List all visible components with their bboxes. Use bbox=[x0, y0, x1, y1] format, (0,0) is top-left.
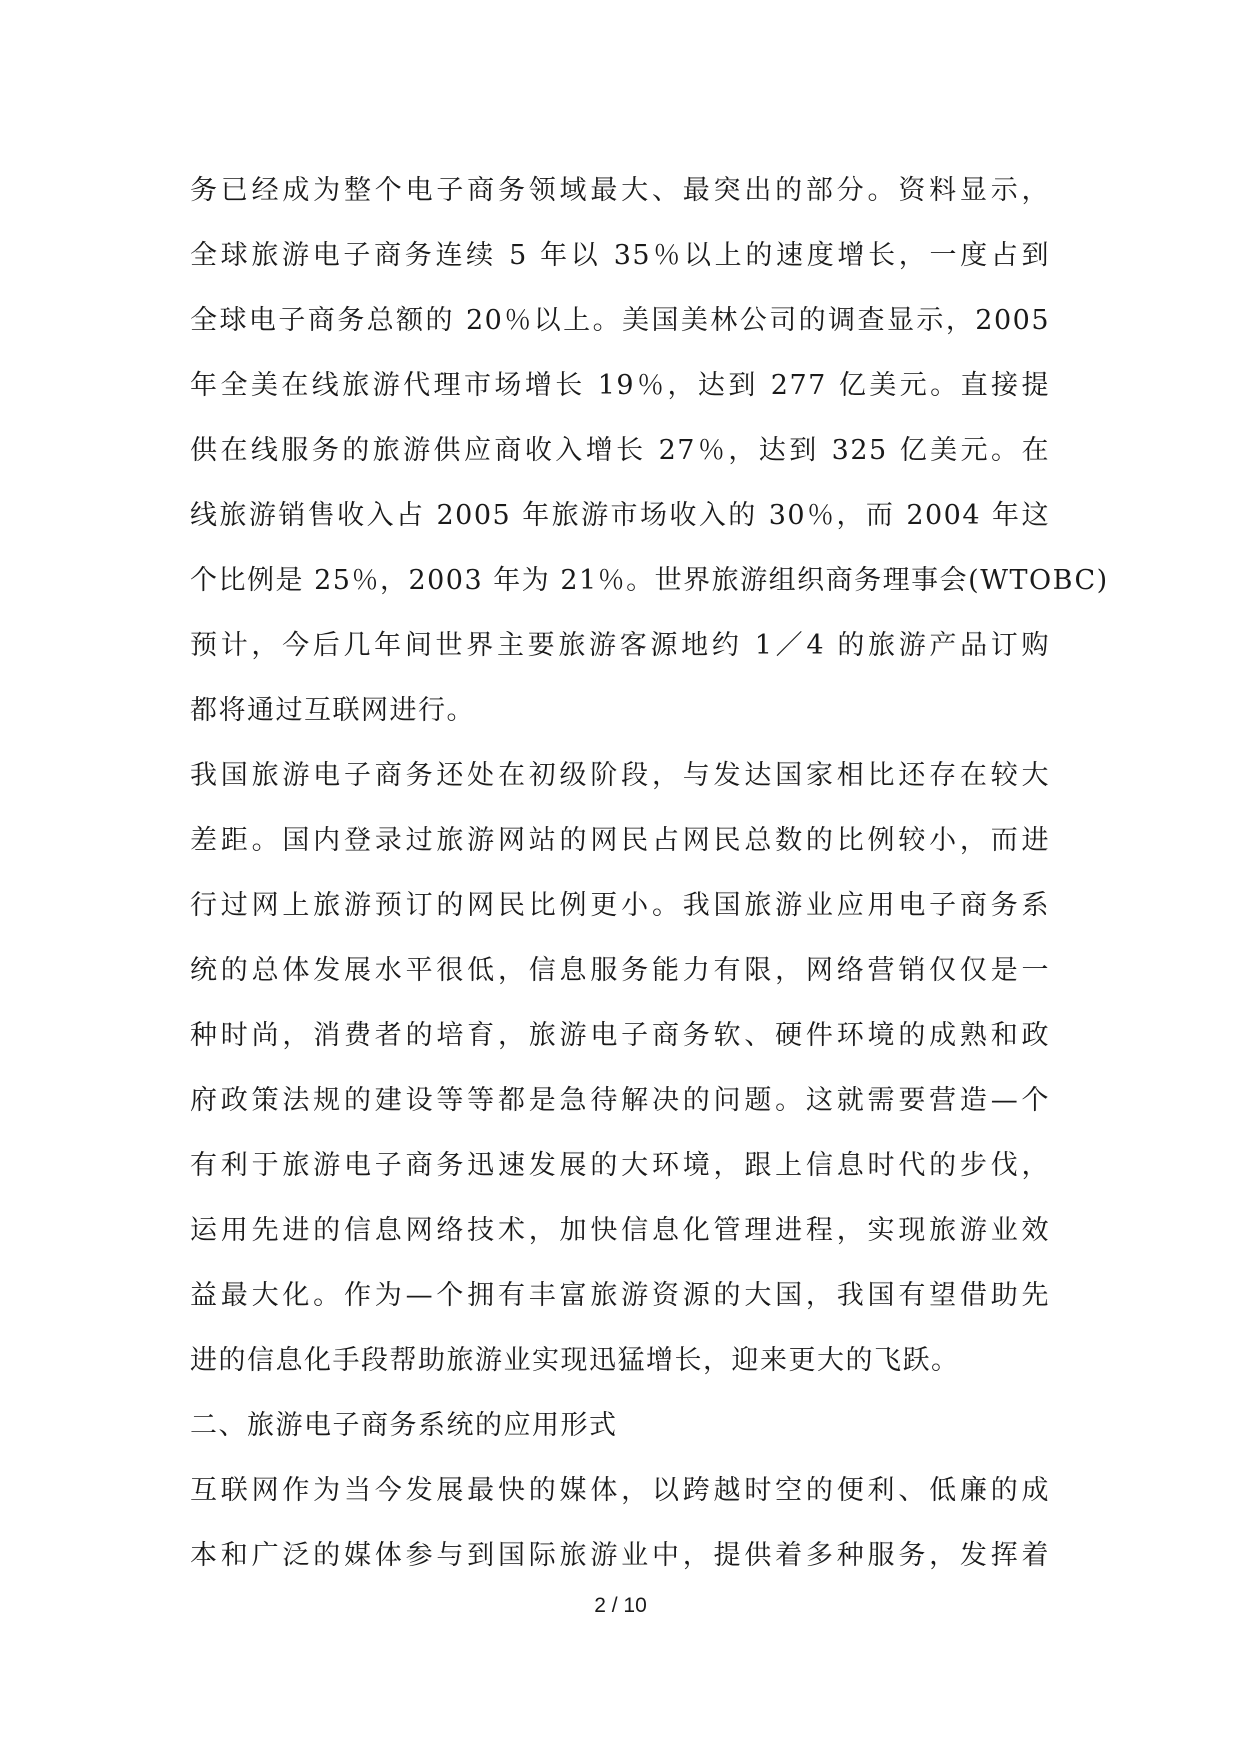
text-line: 全球旅游电子商务连续 5 年以 35％以上的速度增长，一度占到 bbox=[190, 240, 1050, 271]
text-line: 差距。国内登录过旅游网站的网民占网民总数的比例较小，而进 bbox=[190, 825, 1050, 856]
text-line: 年全美在线旅游代理市场增长 19％，达到 277 亿美元。直接提 bbox=[190, 370, 1050, 401]
text-line: 预计，今后几年间世界主要旅游客源地约 1／4 的旅游产品订购 bbox=[190, 630, 1050, 661]
text-line: 供在线服务的旅游供应商收入增长 27％，达到 325 亿美元。在 bbox=[190, 435, 1050, 466]
text-line: 种时尚，消费者的培育，旅游电子商务软、硬件环境的成熟和政 bbox=[190, 1020, 1050, 1051]
section-heading: 二、旅游电子商务系统的应用形式 bbox=[190, 1410, 618, 1441]
page-number: 2 / 10 bbox=[594, 1594, 647, 1617]
text-line: 运用先进的信息网络技术，加快信息化管理进程，实现旅游业效 bbox=[190, 1215, 1050, 1246]
text-line: 行过网上旅游预订的网民比例更小。我国旅游业应用电子商务系 bbox=[190, 890, 1050, 921]
text-line: 互联网作为当今发展最快的媒体，以跨越时空的便利、低廉的成 bbox=[190, 1475, 1050, 1506]
body-text bbox=[190, 158, 1109, 1588]
text-line: 本和广泛的媒体参与到国际旅游业中，提供着多种服务，发挥着 bbox=[190, 1540, 1050, 1571]
text-line: 都将通过互联网进行。 bbox=[190, 695, 475, 726]
text-line: 我国旅游电子商务还处在初级阶段，与发达国家相比还存在较大 bbox=[190, 760, 1050, 791]
text-line: 个比例是 25％，2003 年为 21％。世界旅游组织商务理事会(WTOBC) bbox=[190, 565, 1109, 596]
text-line: 益最大化。作为—个拥有丰富旅游资源的大国，我国有望借助先 bbox=[190, 1280, 1050, 1311]
text-line: 全球电子商务总额的 20％以上。美国美林公司的调查显示，2005 bbox=[190, 305, 1050, 336]
text-line: 府政策法规的建设等等都是急待解决的问题。这就需要营造—个 bbox=[190, 1085, 1050, 1116]
text-line: 统的总体发展水平很低，信息服务能力有限，网络营销仅仅是一 bbox=[190, 955, 1050, 986]
text-line: 进的信息化手段帮助旅游业实现迅猛增长，迎来更大的飞跃。 bbox=[190, 1345, 960, 1376]
text-line: 务已经成为整个电子商务领域最大、最突出的部分。资料显示， bbox=[190, 175, 1050, 206]
text-line: 有利于旅游电子商务迅速发展的大环境，跟上信息时代的步伐， bbox=[190, 1150, 1050, 1181]
text-line: 线旅游销售收入占 2005 年旅游市场收入的 30％，而 2004 年这 bbox=[190, 500, 1050, 531]
